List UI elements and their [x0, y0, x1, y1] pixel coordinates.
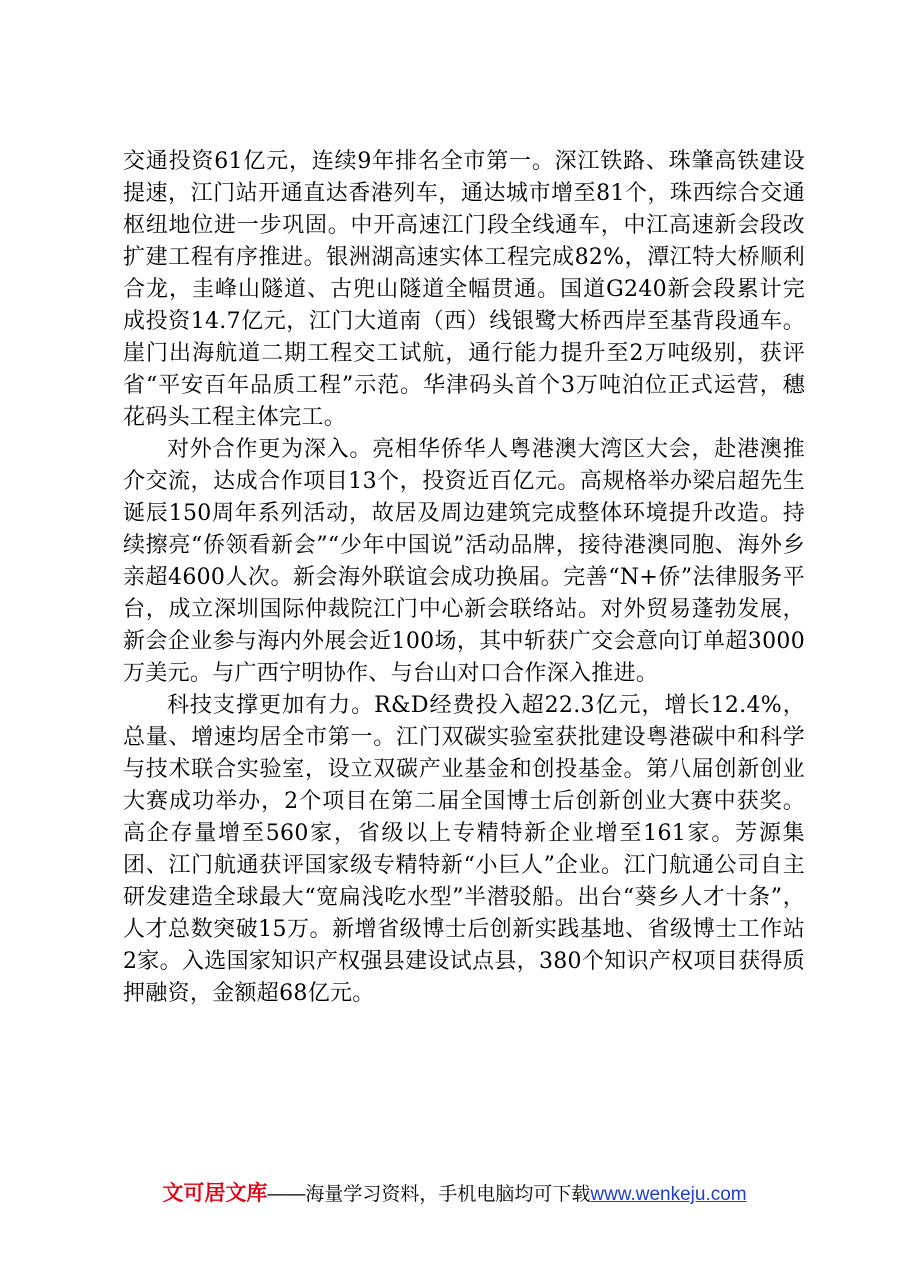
footer-watermark [0, 1180, 909, 1209]
document-body [123, 146, 805, 1010]
paragraph-science-technology: 科技支撑更加有力。R&D经费投入超22.3亿元，增长12.4%，总量、增速均居全市第一。江门双碳实验室获批建设粤港碳中和科学与技术联合实验室，设立双碳产业基金和创投基金。第八届创新创业大赛成功举办，2个项目在第二届全国博士后创新创业大赛中获奖。高企存量增至560家，省级以上专精特新企业增至161家。芳源集团、江门航通获评国家级专精特新“小巨人”企业。江门航通公司自主研发建造全球最大“宽扁浅吃水型”半潜驳船。出台“葵乡人才十条”，人才总数突破15万。新增省级博士后创新实践基地、省级博士工作站2家。入选国家知识产权强县建设试点县，380个知识产权项目获得质押融资，金额超68亿元。 [123, 693, 805, 1006]
footer-brand: 文可居文库 [162, 1182, 268, 1205]
paragraph-external-cooperation: 对外合作更为深入。亮相华侨华人粤港澳大湾区大会，赴港澳推介交流，达成合作项目13个，投资近百亿元。高规格举办梁启超先生诞辰150周年系列活动，故居及周边建筑完成整体环境提升改造。持续擦亮“侨领看新会”“少年中国说”活动品牌，接待港澳同胞、海外乡亲超4600人次。新会海外联谊会成功换届。完善“N+侨”法律服务平台，成立深圳国际仲裁院江门中心新会联络站。对外贸易蓬勃发展，新会企业参与海内外展会近100场，其中斩获广交会意向订单超3000万美元。与广西宁明协作、与台山对口合作深入推进。 [123, 437, 805, 686]
paragraph-transport: 交通投资61亿元，连续9年排名全市第一。深江铁路、珠肇高铁建设提速，江门站开通直达香港列车，通达城市增至81个，珠西综合交通枢纽地位进一步巩固。中开高速江门段全线通车，中江高速新会段改扩建工程有序推进。银洲湖高速实体工程完成82%，潭江特大桥顺利合龙，圭峰山隧道、古兜山隧道全幅贯通。国道G240新会段累计完成投资14.7亿元，江门大道南（西）线银鹭大桥西岸至基背段通车。崖门出海航道二期工程交工试航，通行能力提升至2万吨级别，获评省“平安百年品质工程”示范。华津码头首个3万吨泊位正式运营，穗花码头工程主体完工。 [123, 149, 805, 430]
footer-link[interactable]: www.wenkeju.com [590, 1184, 747, 1205]
footer-slogan: ——海量学习资料，手机电脑均可下载 [267, 1184, 591, 1205]
